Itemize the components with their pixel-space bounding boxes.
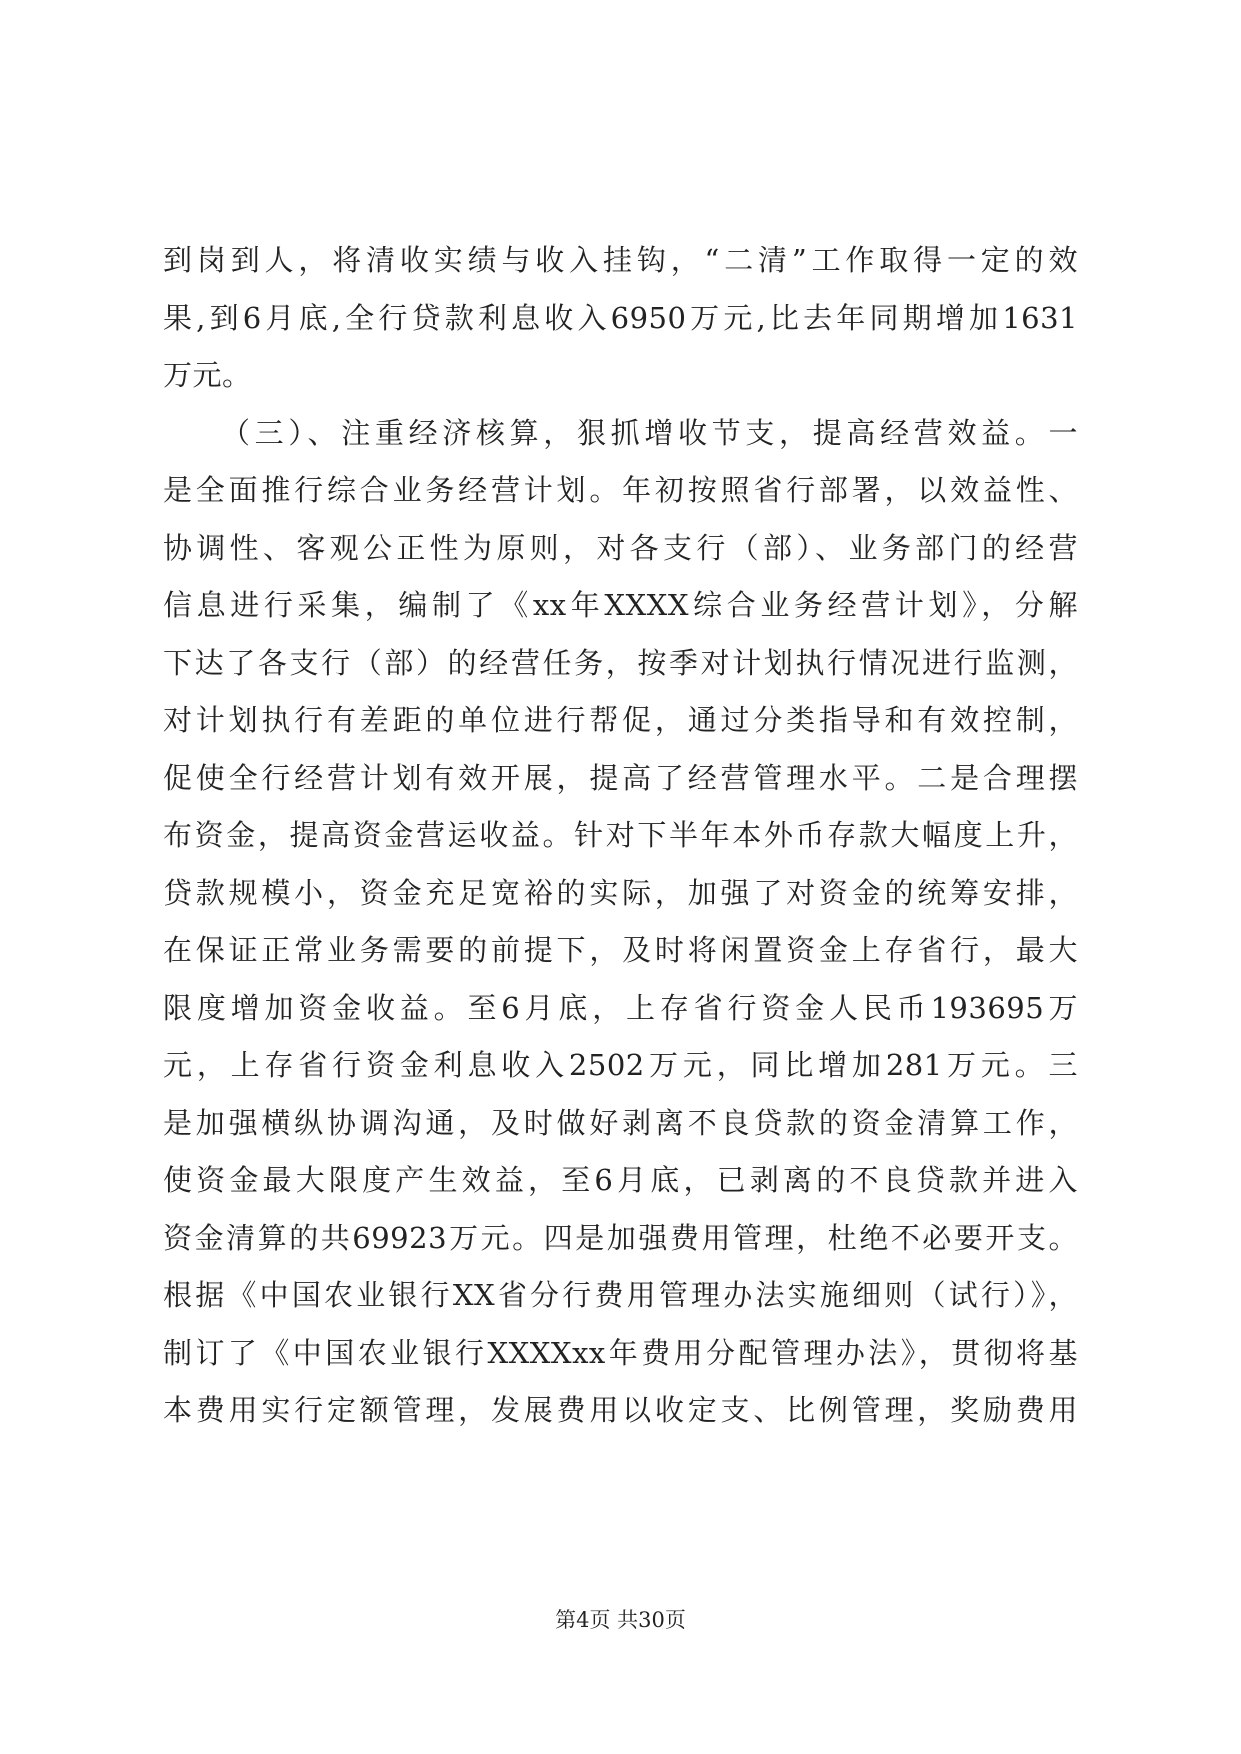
text-line: 制订了《中国农业银行XXXXxx年费用分配管理办法》，贯彻将基: [163, 1335, 1078, 1370]
text-line: 根据《中国农业银行XX省分行费用管理办法实施细则（试行）》，: [163, 1278, 1078, 1312]
text-line: 果,到6月底,全行贷款利息收入6950万元,比去年同期增加1631: [163, 300, 1078, 335]
text-line: 信息进行采集，编制了《xx年XXXX综合业务经营计划》，分解: [163, 588, 1078, 622]
text-line: 在保证正常业务需要的前提下，及时将闲置资金上存省行，最大: [163, 933, 1078, 967]
text-line: 使资金最大限度产生效益，至6月底，已剥离的不良贷款并进入: [163, 1163, 1078, 1197]
text-line: 万元。: [163, 358, 252, 392]
text-line: 贷款规模小，资金充足宽裕的实际，加强了对资金的统筹安排，: [163, 875, 1078, 910]
text-line: 限度增加资金收益。至6月底，上存省行资金人民币193695万: [163, 990, 1078, 1025]
text-line: 资金清算的共69923万元。四是加强费用管理，杜绝不必要开支。: [163, 1220, 1078, 1255]
body-text: [163, 232, 1078, 1440]
text-line: 促使全行经营计划有效开展，提高了经营管理水平。二是合理摆: [163, 760, 1078, 795]
text-line: 本费用实行定额管理，发展费用以收定支、比例管理，奖励费用: [163, 1393, 1078, 1427]
paragraph-first-line: （三）、注重经济核算，狠抓增收节支，提高经营效益。一: [221, 415, 1078, 450]
text-line: 布资金，提高资金营运收益。针对下半年本外币存款大幅度上升，: [163, 818, 1078, 852]
page-footer: 第4页 共30页: [555, 1608, 686, 1632]
text-line: 协调性、客观公正性为原则，对各支行（部）、业务部门的经营: [163, 530, 1078, 565]
text-line: 元，上存省行资金利息收入2502万元，同比增加281万元。三: [163, 1048, 1078, 1082]
text-line: 下达了各支行（部）的经营任务，按季对计划执行情况进行监测，: [163, 645, 1078, 680]
text-line: 对计划执行有差距的单位进行帮促，通过分类指导和有效控制，: [163, 703, 1078, 737]
text-line: 是加强横纵协调沟通，及时做好剥离不良贷款的资金清算工作，: [163, 1105, 1078, 1140]
text-line: 到岗到人，将清收实绩与收入挂钩，“二清”工作取得一定的效: [163, 243, 1078, 277]
text-line: 是全面推行综合业务经营计划。年初按照省行部署，以效益性、: [163, 473, 1078, 507]
